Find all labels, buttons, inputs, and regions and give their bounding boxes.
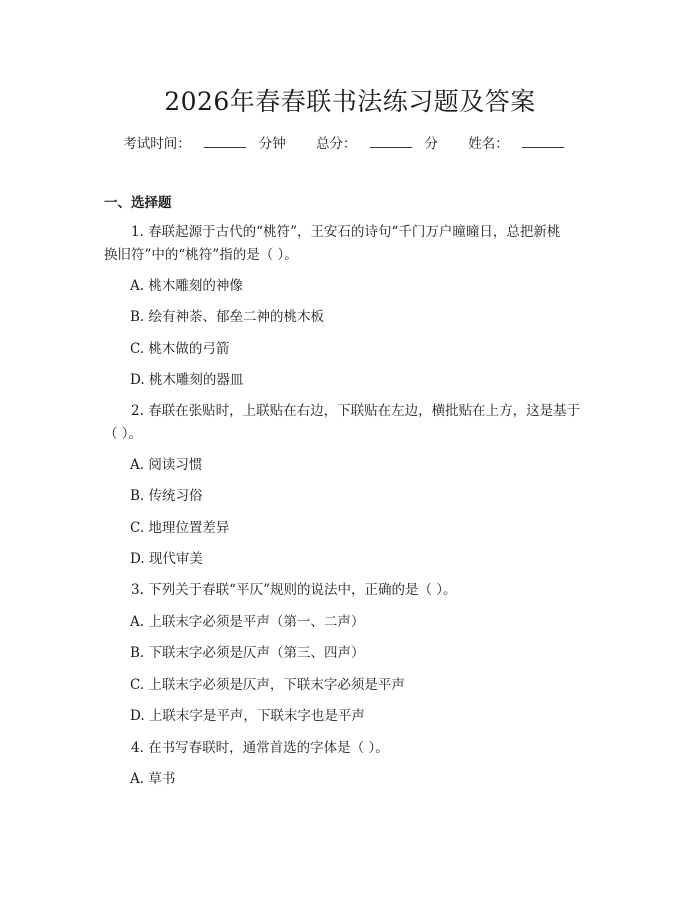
exam-time-label: 考试时间： xyxy=(123,136,191,152)
question-4-stem: 4. 在书写春联时，通常首选的字体是（ ）。 xyxy=(131,740,389,756)
student-name-label: 姓名： xyxy=(468,136,509,152)
question-4-option-a: A. 草书 xyxy=(130,771,176,787)
question-3-stem: 3. 下列关于春联“平仄”规则的说法中，正确的是（ ）。 xyxy=(131,582,457,598)
question-1-option-b: B. 绘有神荼、郁垒二神的桃木板 xyxy=(130,309,325,325)
question-3-option-d: D. 上联末字是平声，下联末字也是平声 xyxy=(130,708,365,724)
student-name-blank xyxy=(522,135,564,148)
total-score-blank xyxy=(370,135,412,148)
student-name xyxy=(468,136,577,152)
total-score xyxy=(316,136,438,152)
question-1-option-a: A. 桃木雕刻的神像 xyxy=(130,278,243,294)
question-2-stem-line2: （ ）。 xyxy=(104,426,143,442)
exam-time xyxy=(123,136,286,152)
exam-info xyxy=(0,132,700,152)
question-2-option-b: B. 传统习俗 xyxy=(130,488,203,504)
total-score-unit: 分 xyxy=(424,136,438,152)
question-2-stem-line1: 2. 春联在张贴时，上联贴在右边，下联贴在左边，横批贴在上方，这是基于 xyxy=(131,403,581,419)
question-2-option-a: A. 阅读习惯 xyxy=(130,457,203,473)
question-3-option-b: B. 下联末字必须是仄声（第三、四声） xyxy=(130,645,365,661)
question-3-option-c: C. 上联末字必须是仄声，下联末字必须是平声 xyxy=(130,677,405,693)
question-3-option-a: A. 上联末字必须是平声（第一、二声） xyxy=(130,614,365,630)
total-score-label: 总分： xyxy=(316,136,357,152)
exam-time-unit: 分钟 xyxy=(258,136,286,152)
question-1-option-c: C. 桃木做的弓箭 xyxy=(130,341,230,357)
document-title: 2026年春春联书法练习题及答案 xyxy=(164,87,536,116)
question-2-option-d: D. 现代审美 xyxy=(130,551,203,567)
section-heading: 一、选择题 xyxy=(104,195,172,211)
question-2-option-c: C. 地理位置差异 xyxy=(130,520,230,536)
question-1-option-d: D. 桃木雕刻的器皿 xyxy=(130,372,244,388)
exam-time-blank xyxy=(204,135,246,148)
question-1-stem-line1: 1. 春联起源于古代的“桃符”，王安石的诗句“千门万户曈曈日，总把新桃 xyxy=(131,224,561,240)
question-1-stem-line2: 换旧符”中的“桃符”指的是（ ）。 xyxy=(104,247,298,263)
